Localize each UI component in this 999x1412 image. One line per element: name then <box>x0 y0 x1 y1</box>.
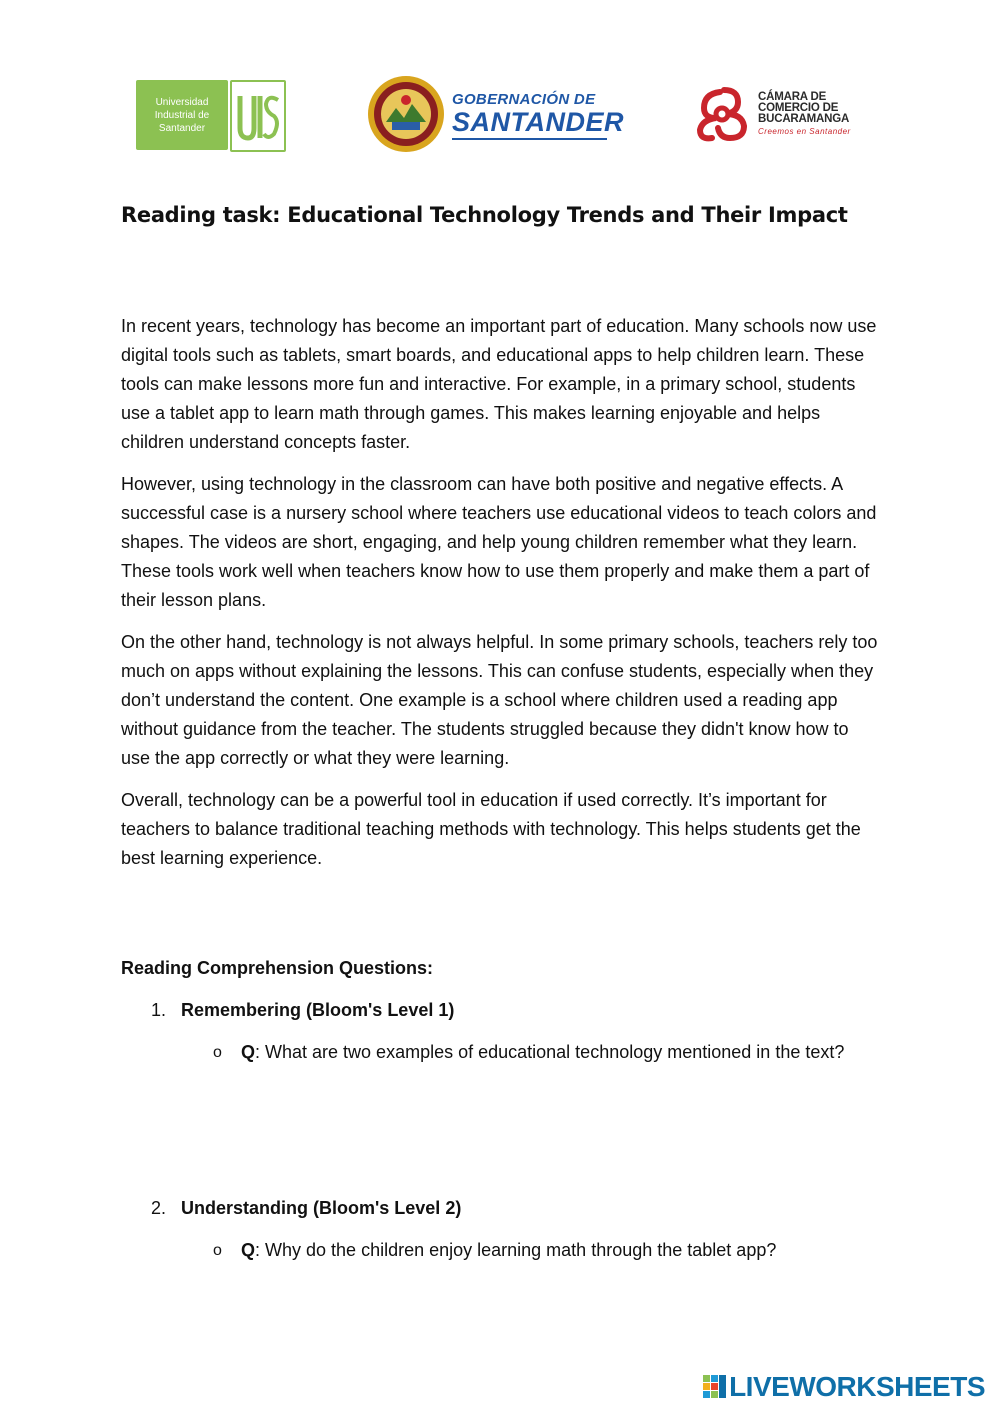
camara-wordmark <box>758 92 851 136</box>
passage-paragraph: On the other hand, technology is not always helpful. In some primary schools, teachers rely too much on apps without explaining the lessons. This can confuse students, especially when they don’t understand the content. One example is a school where children used a reading app without guidance from the teacher. The students struggled because they didn't know how to use the app correctly or what they were learning. <box>121 632 878 768</box>
header-logos <box>0 70 999 160</box>
camara-line3: BUCARAMANGA <box>758 113 850 125</box>
passage-paragraph: However, using technology in the classroom can have both positive and negative effects. A successful case is a nursery school where teachers use educational videos to teach colors and shapes. The videos are short, engaging, and help young children remember what they learn. These tools work well when teachers know how to use them properly and make them a part of their lesson plans. <box>121 474 877 610</box>
questions-heading: Reading Comprehension Questions: <box>121 958 434 978</box>
uis-monogram-icon <box>230 80 286 152</box>
uis-logo <box>136 80 284 152</box>
camara-tagline: Creemos en Santander <box>758 127 851 136</box>
camara-line2: COMERCIO DE <box>758 102 839 114</box>
gobernacion-line1: GOBERNACIÓN DE <box>452 91 596 108</box>
liveworksheets-wordmark: LIVEWORKSHEETS <box>729 1371 985 1402</box>
gobernacion-rule <box>452 138 607 140</box>
gobernacion-line2: SANTANDER <box>452 107 624 137</box>
question-number: 1. <box>151 1000 167 1020</box>
gobernacion-wordmark <box>452 92 624 140</box>
question-label: Q <box>241 1240 256 1260</box>
reading-passage <box>121 312 881 886</box>
camara-comercio-logo <box>694 82 874 146</box>
uis-logo-line: Universidad <box>155 96 209 108</box>
camara-knot-icon <box>694 84 750 142</box>
bullet-icon: o <box>213 1242 222 1259</box>
gobernacion-logo <box>366 74 624 154</box>
question-text: : What are two examples of educational technology mentioned in the text? <box>255 1042 845 1062</box>
question-item-2 <box>151 1194 461 1223</box>
question-number: 2. <box>151 1198 167 1218</box>
bullet-icon: o <box>213 1044 222 1061</box>
uis-logo-line: Santander <box>158 122 206 134</box>
page-title: Reading task: Educational Technology Trends and Their Impact <box>121 203 848 227</box>
liveworksheets-brand[interactable] <box>703 1372 985 1402</box>
question-level: Remembering (Bloom's Level 1) <box>181 1000 455 1020</box>
question-label: Q <box>241 1042 256 1062</box>
liveworksheets-logo-icon <box>703 1375 727 1399</box>
question-level: Understanding (Bloom's Level 2) <box>181 1198 462 1218</box>
question-text: : Why do the children enjoy learning math through the tablet app? <box>255 1240 777 1260</box>
question-item-1 <box>151 996 454 1025</box>
camara-line1: CÁMARA DE <box>758 91 827 103</box>
uis-logo-line: Industrial de <box>154 109 210 121</box>
santander-seal-icon <box>366 74 446 154</box>
question-1-body <box>213 1038 881 1067</box>
passage-paragraph: Overall, technology can be a powerful tool in education if used correctly. It’s important for teachers to balance traditional teaching methods with technology. This helps students get the best learning experience. <box>121 790 861 868</box>
uis-logo-text-block <box>136 80 228 150</box>
passage-paragraph: In recent years, technology has become an important part of education. Many schools now use digital tools such as tablets, smart boards, and educational apps to help children learn. These tools can make lessons more fun and interactive. For example, in a primary school, students use a tablet app to learn math through games. This makes learning enjoyable and helps children understand concepts faster. <box>121 316 877 452</box>
question-2-body <box>213 1236 881 1265</box>
